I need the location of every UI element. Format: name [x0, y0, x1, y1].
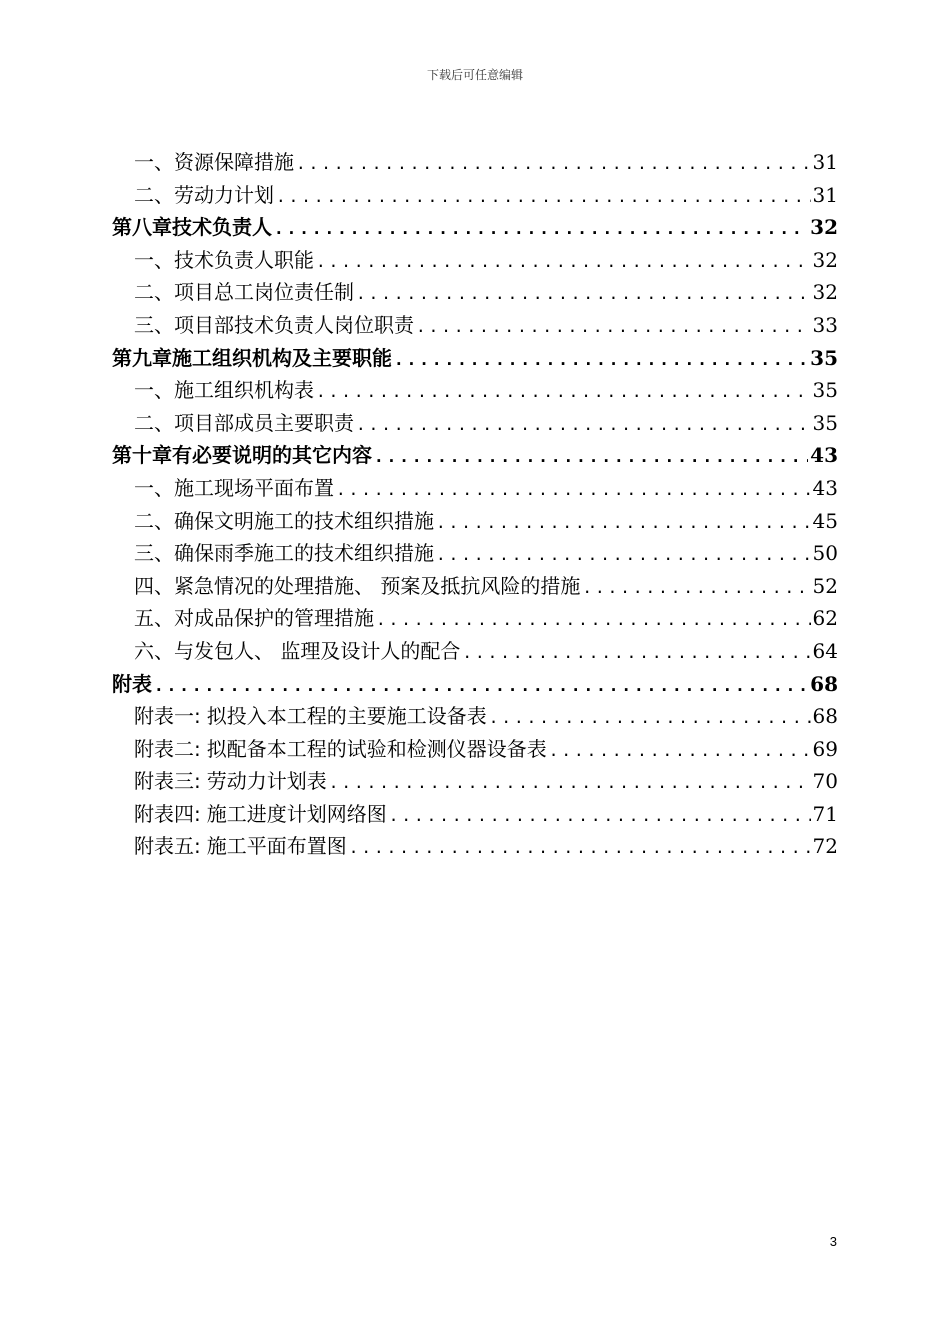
toc-entry-number: 附表一:	[134, 704, 201, 729]
toc-section-entry[interactable]	[112, 635, 838, 668]
toc-entry-page: 32	[810, 215, 838, 240]
toc-section-entry[interactable]	[112, 570, 838, 603]
toc-section-entry[interactable]	[112, 309, 838, 342]
toc-entry-title: 施工组织机构及主要职能	[172, 345, 392, 370]
toc-entry-number: 附表五:	[134, 834, 201, 859]
toc-section-entry[interactable]	[112, 700, 838, 733]
toc-entry-number: 一、	[134, 378, 174, 403]
toc-entry-title: 有必要说明的其它内容	[172, 443, 372, 468]
toc-leader-dots	[416, 311, 811, 344]
toc-entry-number: 三、	[134, 541, 174, 566]
toc-entry-number: 二、	[134, 182, 174, 207]
toc-leader-dots	[436, 539, 811, 572]
page-number: 3	[829, 1234, 837, 1249]
table-of-contents	[112, 146, 838, 863]
toc-chapter-entry[interactable]	[112, 342, 838, 375]
toc-entry-number: 四、	[134, 573, 174, 598]
toc-entry-page: 72	[812, 834, 838, 859]
toc-leader-dots	[549, 735, 811, 768]
toc-section-entry[interactable]	[112, 537, 838, 570]
toc-entry-title: 项目总工岗位责任制	[174, 280, 354, 305]
toc-section-entry[interactable]	[112, 602, 838, 635]
toc-entry-title: 拟投入本工程的主要施工设备表	[206, 704, 487, 729]
toc-entry-number: 二、	[134, 280, 174, 305]
toc-entry-title: 技术负责人职能	[174, 247, 314, 272]
toc-chapter-entry[interactable]	[112, 668, 838, 701]
toc-entry-title: 技术负责人	[172, 215, 272, 240]
toc-section-entry[interactable]	[112, 472, 838, 505]
toc-entry-page: 50	[812, 541, 838, 566]
toc-entry-number: 五、	[134, 606, 174, 631]
toc-leader-dots	[489, 702, 811, 735]
toc-entry-page: 64	[812, 638, 838, 663]
toc-section-entry[interactable]	[112, 374, 838, 407]
toc-entry-page: 33	[812, 312, 838, 337]
toc-leader-dots	[316, 246, 811, 279]
toc-entry-title: 施工组织机构表	[174, 378, 314, 403]
toc-entry-title: 对成品保护的管理措施	[174, 606, 374, 631]
toc-leader-dots	[356, 278, 811, 311]
toc-entry-page: 31	[812, 150, 838, 174]
toc-entry-number: 二、	[134, 410, 174, 435]
toc-entry-number: 六、	[134, 638, 174, 663]
toc-entry-title: 施工进度计划网络图	[206, 801, 387, 826]
toc-section-entry[interactable]	[112, 179, 838, 212]
toc-leader-dots	[316, 376, 811, 409]
toc-leader-dots	[329, 767, 811, 800]
toc-leader-dots	[462, 637, 810, 670]
toc-entry-number: 第八章	[112, 215, 172, 240]
toc-entry-number: 二、	[134, 508, 174, 533]
toc-leader-dots	[436, 507, 811, 540]
toc-entry-number: 三、	[134, 312, 174, 337]
toc-entry-title: 施工现场平面布置	[174, 475, 334, 500]
toc-entry-number: 附表二:	[134, 736, 201, 761]
toc-entry-title: 确保文明施工的技术组织措施	[174, 508, 434, 533]
toc-leader-dots	[154, 670, 808, 703]
toc-entry-page: 43	[812, 475, 838, 500]
toc-section-entry[interactable]	[112, 276, 838, 309]
toc-entry-page: 35	[812, 410, 838, 435]
toc-section-entry[interactable]	[112, 733, 838, 766]
toc-entry-title: 附表	[112, 671, 152, 696]
toc-entry-number: 第九章	[112, 345, 172, 370]
toc-leader-dots	[394, 344, 808, 377]
toc-entry-number: 附表三:	[134, 769, 201, 794]
toc-entry-page: 43	[810, 443, 838, 468]
toc-entry-page: 45	[812, 508, 838, 533]
toc-leader-dots	[376, 604, 811, 637]
toc-entry-title: 劳动力计划表	[206, 769, 327, 794]
toc-entry-number: 一、	[134, 150, 174, 174]
toc-leader-dots	[274, 213, 808, 246]
toc-entry-title: 项目部成员主要职责	[174, 410, 354, 435]
toc-leader-dots	[276, 181, 811, 214]
toc-section-entry[interactable]	[112, 505, 838, 538]
toc-entry-page: 62	[812, 606, 838, 631]
toc-section-entry[interactable]	[112, 146, 838, 179]
toc-entry-title: 项目部技术负责人岗位职责	[174, 312, 414, 337]
toc-entry-title: 拟配备本工程的试验和检测仪器设备表	[206, 736, 547, 761]
toc-entry-title: 施工平面布置图	[206, 834, 347, 859]
toc-chapter-entry[interactable]	[112, 211, 838, 244]
toc-entry-page: 31	[812, 182, 838, 207]
toc-entry-page: 68	[810, 671, 838, 696]
toc-leader-dots	[582, 572, 810, 605]
toc-leader-dots	[374, 441, 808, 474]
toc-entry-page: 35	[810, 345, 838, 370]
toc-section-entry[interactable]	[112, 407, 838, 440]
toc-entry-page: 35	[812, 378, 838, 403]
toc-leader-dots	[356, 409, 811, 442]
toc-entry-page: 69	[812, 736, 838, 761]
toc-chapter-entry[interactable]	[112, 439, 838, 472]
toc-leader-dots	[336, 474, 811, 507]
toc-leader-dots	[349, 832, 811, 865]
toc-entry-number: 第十章	[112, 443, 172, 468]
toc-entry-page: 68	[812, 704, 838, 729]
toc-entry-number: 一、	[134, 247, 174, 272]
toc-leader-dots	[296, 148, 811, 181]
toc-entry-title: 确保雨季施工的技术组织措施	[174, 541, 434, 566]
toc-entry-page: 52	[812, 573, 838, 598]
toc-section-entry[interactable]	[112, 244, 838, 277]
toc-section-entry[interactable]	[112, 798, 838, 831]
toc-section-entry[interactable]	[112, 765, 838, 798]
toc-entry-page: 32	[812, 247, 838, 272]
header-note: 下载后可任意编辑	[426, 68, 523, 82]
toc-entry-title: 紧急情况的处理措施、 预案及抵抗风险的措施	[174, 573, 581, 598]
toc-leader-dots	[389, 800, 811, 833]
toc-entry-page: 70	[812, 769, 838, 794]
toc-entry-number: 一、	[134, 475, 174, 500]
toc-entry-page: 71	[812, 801, 838, 826]
toc-entry-title: 劳动力计划	[174, 182, 274, 207]
toc-entry-title: 资源保障措施	[174, 150, 294, 174]
toc-entry-title: 与发包人、 监理及设计人的配合	[174, 638, 461, 663]
toc-section-entry[interactable]	[112, 830, 838, 863]
toc-entry-page: 32	[812, 280, 838, 305]
toc-entry-number: 附表四:	[134, 801, 201, 826]
